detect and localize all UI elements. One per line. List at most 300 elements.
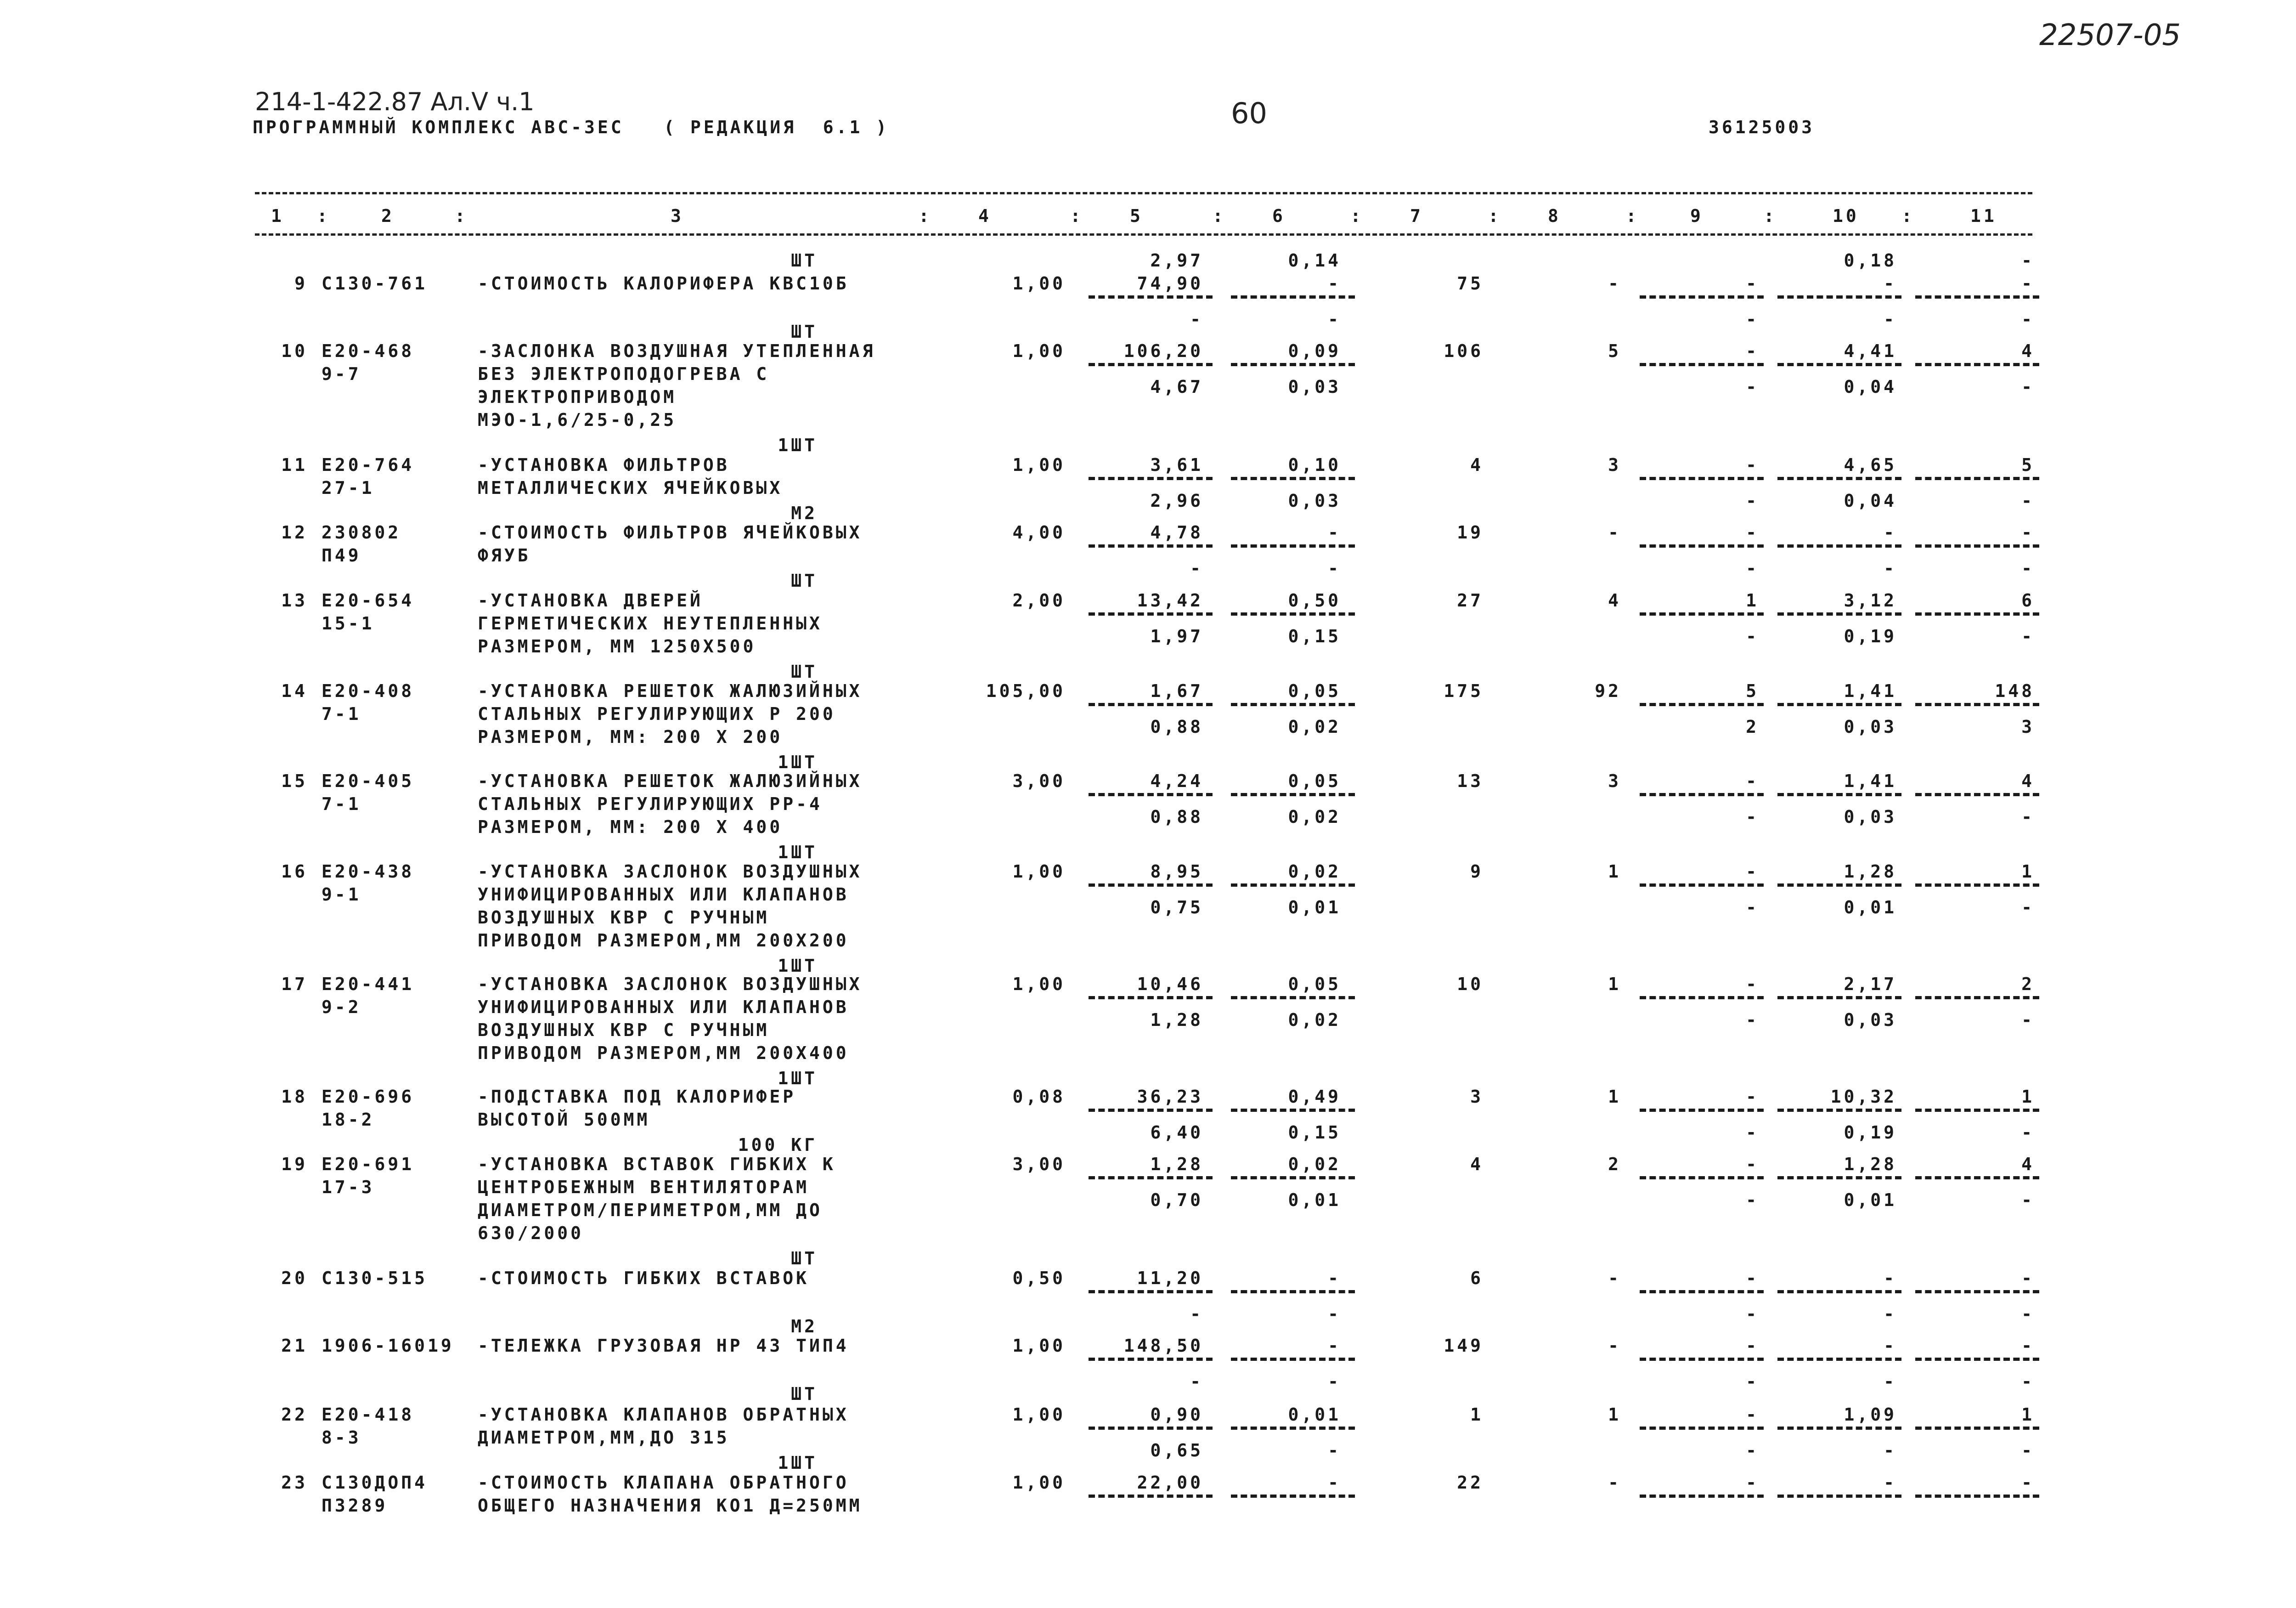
item-description: РАЗМЕРОМ, ММ 1250Х500 bbox=[478, 636, 756, 657]
row-number: 20 bbox=[281, 1268, 308, 1288]
cell-c5b: 6,40 bbox=[1150, 1122, 1203, 1143]
cell-c6b: - bbox=[1328, 309, 1341, 329]
cell-c11b: - bbox=[2021, 1189, 2035, 1210]
row-number: 13 bbox=[281, 590, 308, 611]
cell-divider bbox=[1777, 1176, 1901, 1179]
cell-c9b: - bbox=[1746, 558, 1759, 578]
cell-c5: 11,20 bbox=[1137, 1268, 1203, 1288]
item-description: -УСТАНОВКА ДВЕРЕЙ bbox=[478, 590, 703, 611]
row-number: 21 bbox=[281, 1336, 308, 1356]
cell-c6b: 0,01 bbox=[1288, 1189, 1341, 1210]
column-separator: : bbox=[1213, 206, 1226, 226]
cell-c7: 4 bbox=[1470, 455, 1484, 475]
cell-c9: - bbox=[1746, 974, 1759, 994]
unit-label: ШТ bbox=[791, 1384, 818, 1404]
cell-c8: 1 bbox=[1608, 861, 1621, 882]
column-separator: : bbox=[1901, 206, 1915, 226]
item-description: -УСТАНОВКА ФИЛЬТРОВ bbox=[478, 455, 730, 475]
cell-c10b: - bbox=[1884, 1371, 1897, 1392]
cell-c11b: - bbox=[2021, 806, 2035, 827]
cell-c10: 2,17 bbox=[1844, 974, 1897, 994]
cell-divider bbox=[1231, 703, 1355, 706]
code-number: 36125003 bbox=[1709, 117, 1815, 137]
cell-c6b: 0,02 bbox=[1288, 1009, 1341, 1030]
cell-c11b: - bbox=[2021, 1303, 2035, 1324]
cell-c5b: 2,96 bbox=[1150, 490, 1203, 511]
cell-c6: 0,05 bbox=[1288, 974, 1341, 994]
cell-c6: - bbox=[1328, 1336, 1341, 1356]
cell-c5b: - bbox=[1190, 1371, 1203, 1392]
cell-value: 0,14 bbox=[1288, 250, 1341, 271]
cell-c11: 148 bbox=[1995, 681, 2035, 701]
unit-label: 1ШТ bbox=[778, 1453, 818, 1473]
cell-divider bbox=[1231, 1176, 1355, 1179]
column-separator: : bbox=[1070, 206, 1083, 226]
item-code: Е20-438 bbox=[322, 861, 415, 882]
cell-c5: 3,61 bbox=[1150, 455, 1203, 475]
cell-c10b: 0,04 bbox=[1844, 376, 1897, 397]
cell-divider bbox=[1915, 1109, 2039, 1112]
unit-label: 1ШТ bbox=[778, 435, 818, 455]
cell-c5: 106,20 bbox=[1123, 341, 1203, 361]
cell-divider bbox=[1231, 544, 1355, 548]
item-description: СТАЛЬНЫХ РЕГУЛИРУЮЩИХ Р 200 bbox=[478, 704, 836, 724]
item-description: УНИФИЦИРОВАННЫХ ИЛИ КЛАПАНОВ bbox=[478, 884, 849, 905]
cell-c5: 0,90 bbox=[1150, 1404, 1203, 1425]
cell-c9b: - bbox=[1746, 1122, 1759, 1143]
row-number: 23 bbox=[281, 1472, 308, 1493]
cell-divider bbox=[1640, 883, 1764, 887]
cell-c8: 4 bbox=[1608, 590, 1621, 611]
column-separator: : bbox=[317, 206, 330, 226]
page-number: 60 bbox=[1231, 96, 1267, 130]
cell-c10: 1,28 bbox=[1844, 1154, 1897, 1174]
item-description: ВОЗДУШНЫХ КВР С РУЧНЫМ bbox=[478, 907, 770, 928]
cell-divider bbox=[1915, 477, 2039, 480]
cell-c8: - bbox=[1608, 1336, 1621, 1356]
item-code: Е20-441 bbox=[322, 974, 415, 994]
cell-c11: 1 bbox=[2021, 1087, 2035, 1107]
item-code: 8-3 bbox=[322, 1427, 361, 1448]
cell-c9b: - bbox=[1746, 1440, 1759, 1461]
column-separator: : bbox=[1488, 206, 1501, 226]
item-code: Е20-468 bbox=[322, 341, 415, 361]
cell-c11b: - bbox=[2021, 897, 2035, 917]
item-description: -ТЕЛЕЖКА ГРУЗОВАЯ НР 43 ТИП4 bbox=[478, 1336, 849, 1356]
cell-c5b: 0,88 bbox=[1150, 716, 1203, 737]
column-separator: : bbox=[1764, 206, 1777, 226]
cell-c10b: 0,03 bbox=[1844, 806, 1897, 827]
cell-divider bbox=[1089, 883, 1213, 887]
item-code: Е20-696 bbox=[322, 1087, 415, 1107]
handwritten-note: 22507-05 bbox=[2039, 18, 2181, 52]
cell-c7: 4 bbox=[1470, 1154, 1484, 1174]
cell-c9: - bbox=[1746, 1268, 1759, 1288]
item-description: МЕТАЛЛИЧЕСКИХ ЯЧЕЙКОВЫХ bbox=[478, 478, 783, 498]
cell-c9: - bbox=[1746, 273, 1759, 294]
cell-qty: 1,00 bbox=[1012, 974, 1066, 994]
cell-c6: 0,05 bbox=[1288, 681, 1341, 701]
cell-divider bbox=[1089, 477, 1213, 480]
column-header-1: 1 bbox=[271, 206, 284, 226]
column-header-5: 5 bbox=[1130, 206, 1143, 226]
item-code: 18-2 bbox=[322, 1110, 375, 1130]
column-separator: : bbox=[919, 206, 932, 226]
cell-c6: 0,09 bbox=[1288, 341, 1341, 361]
unit-label: ШТ bbox=[791, 322, 818, 342]
cell-c9: - bbox=[1746, 1404, 1759, 1425]
item-description: ГЕРМЕТИЧЕСКИХ НЕУТЕПЛЕННЫХ bbox=[478, 613, 823, 634]
unit-label: ШТ bbox=[791, 662, 818, 682]
cell-qty: 1,00 bbox=[1012, 455, 1066, 475]
row-number: 11 bbox=[281, 455, 308, 475]
cell-c11b: - bbox=[2021, 1440, 2035, 1461]
item-description: РАЗМЕРОМ, ММ: 200 Х 400 bbox=[478, 817, 783, 837]
cell-divider bbox=[1640, 612, 1764, 616]
item-code: П3289 bbox=[322, 1495, 388, 1516]
cell-c8: 3 bbox=[1608, 455, 1621, 475]
cell-c6: 0,50 bbox=[1288, 590, 1341, 611]
item-code: 9-1 bbox=[322, 884, 361, 905]
cell-divider bbox=[1231, 1290, 1355, 1293]
cell-c8: 1 bbox=[1608, 974, 1621, 994]
cell-c8: 1 bbox=[1608, 1087, 1621, 1107]
item-description: УНИФИЦИРОВАННЫХ ИЛИ КЛАПАНОВ bbox=[478, 997, 849, 1017]
cell-qty: 1,00 bbox=[1012, 1404, 1066, 1425]
cell-divider bbox=[1640, 544, 1764, 548]
cell-c7: 13 bbox=[1457, 771, 1484, 791]
row-number: 16 bbox=[281, 861, 308, 882]
cell-qty: 0,50 bbox=[1012, 1268, 1066, 1288]
item-description: ФЯУБ bbox=[478, 545, 531, 566]
document-code: 214-1-422.87 Ал.V ч.1 bbox=[255, 87, 535, 116]
cell-c9: 1 bbox=[1746, 590, 1759, 611]
cell-c11: - bbox=[2021, 1336, 2035, 1356]
cell-c5: 148,50 bbox=[1123, 1336, 1203, 1356]
cell-divider bbox=[1089, 1290, 1213, 1293]
cell-c10b: - bbox=[1884, 1303, 1897, 1324]
cell-divider bbox=[1640, 793, 1764, 796]
cell-c9b: - bbox=[1746, 1303, 1759, 1324]
cell-divider bbox=[1231, 1358, 1355, 1361]
cell-c6: - bbox=[1328, 522, 1341, 543]
cell-c11b: - bbox=[2021, 490, 2035, 511]
cell-c10: 1,41 bbox=[1844, 771, 1897, 791]
cell-qty: 1,00 bbox=[1012, 861, 1066, 882]
item-description: -УСТАНОВКА ВСТАВОК ГИБКИХ К bbox=[478, 1154, 836, 1174]
cell-c6: 0,05 bbox=[1288, 771, 1341, 791]
cell-c7: 149 bbox=[1444, 1336, 1484, 1356]
cell-c8: 3 bbox=[1608, 771, 1621, 791]
cell-c6: - bbox=[1328, 1472, 1341, 1493]
cell-c9b: - bbox=[1746, 626, 1759, 646]
cell-c5: 22,00 bbox=[1137, 1472, 1203, 1493]
cell-c5b: 0,88 bbox=[1150, 806, 1203, 827]
unit-label: 1ШТ bbox=[778, 842, 818, 862]
cell-c6b: 0,03 bbox=[1288, 376, 1341, 397]
cell-c5: 13,42 bbox=[1137, 590, 1203, 611]
item-description: -СТОИМОСТЬ ГИБКИХ ВСТАВОК bbox=[478, 1268, 809, 1288]
row-number: 14 bbox=[281, 681, 308, 701]
program-line: ПРОГРАММНЫЙ КОМПЛЕКС АВС-ЗЕС ( РЕДАКЦИЯ 6.1 ) bbox=[253, 117, 890, 137]
cell-c7: 75 bbox=[1457, 273, 1484, 294]
cell-c9b: 2 bbox=[1746, 716, 1759, 737]
cell-c10b: 0,19 bbox=[1844, 626, 1897, 646]
item-description: -СТОИМОСТЬ КЛАПАНА ОБРАТНОГО bbox=[478, 1472, 849, 1493]
cell-c5b: 1,28 bbox=[1150, 1009, 1203, 1030]
unit-label: ШТ bbox=[791, 571, 818, 591]
cell-c10b: - bbox=[1884, 309, 1897, 329]
cell-c8: - bbox=[1608, 273, 1621, 294]
cell-divider bbox=[1640, 295, 1764, 299]
cell-c10: 10,32 bbox=[1830, 1087, 1897, 1107]
item-code: 17-3 bbox=[322, 1177, 375, 1197]
cell-divider bbox=[1777, 363, 1901, 366]
cell-divider bbox=[1915, 883, 2039, 887]
cell-divider bbox=[1089, 363, 1213, 366]
column-header-7: 7 bbox=[1410, 206, 1423, 226]
cell-divider bbox=[1089, 703, 1213, 706]
cell-c8: - bbox=[1608, 1472, 1621, 1493]
cell-divider bbox=[1777, 1427, 1901, 1430]
cell-c9: - bbox=[1746, 1087, 1759, 1107]
unit-label: 1ШТ bbox=[778, 956, 818, 976]
cell-divider bbox=[1089, 996, 1213, 999]
cell-c10: 4,65 bbox=[1844, 455, 1897, 475]
column-header-6: 6 bbox=[1272, 206, 1286, 226]
item-code: 27-1 bbox=[322, 478, 375, 498]
cell-c9: - bbox=[1746, 341, 1759, 361]
cell-c6b: - bbox=[1328, 1303, 1341, 1324]
cell-c9b: - bbox=[1746, 897, 1759, 917]
cell-divider bbox=[1777, 1495, 1901, 1498]
cell-c11: 4 bbox=[2021, 1154, 2035, 1174]
item-description: -УСТАНОВКА КЛАПАНОВ ОБРАТНЫХ bbox=[478, 1404, 849, 1425]
cell-c10: - bbox=[1884, 1472, 1897, 1493]
cell-c11: 2 bbox=[2021, 974, 2035, 994]
cell-c11: 1 bbox=[2021, 1404, 2035, 1425]
cell-divider bbox=[1089, 1427, 1213, 1430]
cell-c7: 9 bbox=[1470, 861, 1484, 882]
item-description: ЭЛЕКТРОПРИВОДОМ bbox=[478, 387, 677, 407]
unit-label: ШТ bbox=[791, 1248, 818, 1268]
cell-c10: 1,09 bbox=[1844, 1404, 1897, 1425]
cell-c10: - bbox=[1884, 273, 1897, 294]
item-description: -ЗАСЛОНКА ВОЗДУШНАЯ УТЕПЛЕННАЯ bbox=[478, 341, 876, 361]
cell-c6b: 0,03 bbox=[1288, 490, 1341, 511]
cell-c7: 22 bbox=[1457, 1472, 1484, 1493]
cell-c6b: - bbox=[1328, 1440, 1341, 1461]
item-code: Е20-405 bbox=[322, 771, 415, 791]
cell-c7: 175 bbox=[1444, 681, 1484, 701]
cell-c7: 27 bbox=[1457, 590, 1484, 611]
cell-divider bbox=[1915, 1427, 2039, 1430]
cell-c6: 0,01 bbox=[1288, 1404, 1341, 1425]
cell-divider bbox=[1777, 544, 1901, 548]
cell-c7: 1 bbox=[1470, 1404, 1484, 1425]
cell-c7: 19 bbox=[1457, 522, 1484, 543]
cell-divider bbox=[1915, 612, 2039, 616]
cell-c10b: 0,01 bbox=[1844, 897, 1897, 917]
cell-divider bbox=[1089, 544, 1213, 548]
cell-divider bbox=[1915, 1495, 2039, 1498]
item-description: ОБЩЕГО НАЗНАЧЕНИЯ КО1 Д=250ММ bbox=[478, 1495, 863, 1516]
cell-divider bbox=[1640, 1109, 1764, 1112]
cell-divider bbox=[1777, 1109, 1901, 1112]
unit-label: М2 bbox=[791, 1316, 818, 1336]
cell-c6b: 0,15 bbox=[1288, 1122, 1341, 1143]
item-description: ЦЕНТРОБЕЖНЫМ ВЕНТИЛЯТОРАМ bbox=[478, 1177, 809, 1197]
cell-c8: 5 bbox=[1608, 341, 1621, 361]
cell-divider bbox=[1640, 477, 1764, 480]
cell-divider bbox=[1915, 295, 2039, 299]
column-header-10: 10 bbox=[1833, 206, 1859, 226]
item-code: 9-7 bbox=[322, 364, 361, 384]
cell-divider bbox=[1231, 1427, 1355, 1430]
cell-c8: - bbox=[1608, 1268, 1621, 1288]
cell-divider bbox=[1231, 1495, 1355, 1498]
cell-divider bbox=[1915, 793, 2039, 796]
item-description: -СТОИМОСТЬ КАЛОРИФЕРА КВС10Б bbox=[478, 273, 849, 294]
cell-divider bbox=[1089, 1109, 1213, 1112]
cell-divider bbox=[1089, 1176, 1213, 1179]
cell-c11b: - bbox=[2021, 558, 2035, 578]
cell-divider bbox=[1231, 996, 1355, 999]
header-top-rule bbox=[255, 192, 2032, 194]
item-description: -ПОДСТАВКА ПОД КАЛОРИФЕР bbox=[478, 1087, 796, 1107]
cell-divider bbox=[1777, 996, 1901, 999]
cell-c11b: - bbox=[2021, 309, 2035, 329]
cell-c10b: - bbox=[1884, 1440, 1897, 1461]
cell-c6b: 0,02 bbox=[1288, 716, 1341, 737]
cell-c6b: 0,01 bbox=[1288, 897, 1341, 917]
cell-divider bbox=[1089, 295, 1213, 299]
cell-c10: 1,41 bbox=[1844, 681, 1897, 701]
cell-c5: 36,23 bbox=[1137, 1087, 1203, 1107]
cell-c10b: 0,04 bbox=[1844, 490, 1897, 511]
item-description: РАЗМЕРОМ, ММ: 200 Х 200 bbox=[478, 727, 783, 747]
cell-c6: 0,49 bbox=[1288, 1087, 1341, 1107]
cell-c6b: - bbox=[1328, 1371, 1341, 1392]
cell-c11: - bbox=[2021, 273, 2035, 294]
cell-c6b: - bbox=[1328, 558, 1341, 578]
cell-c10b: 0,19 bbox=[1844, 1122, 1897, 1143]
unit-label: 1ШТ bbox=[778, 1068, 818, 1088]
cell-divider bbox=[1777, 883, 1901, 887]
cell-c11b: - bbox=[2021, 1122, 2035, 1143]
header-bottom-rule bbox=[255, 233, 2032, 236]
cell-c5: 74,90 bbox=[1137, 273, 1203, 294]
cell-c10b: 0,01 bbox=[1844, 1189, 1897, 1210]
cell-c5b: 1,97 bbox=[1150, 626, 1203, 646]
cell-c6: 0,10 bbox=[1288, 455, 1341, 475]
column-separator: : bbox=[1350, 206, 1364, 226]
item-code: 230802 bbox=[322, 522, 401, 543]
cell-c5: 1,28 bbox=[1150, 1154, 1203, 1174]
cell-c6: 0,02 bbox=[1288, 861, 1341, 882]
cell-c11: 4 bbox=[2021, 771, 2035, 791]
cell-divider bbox=[1915, 1176, 2039, 1179]
cell-c7: 3 bbox=[1470, 1087, 1484, 1107]
cell-divider bbox=[1089, 1358, 1213, 1361]
item-description: ДИАМЕТРОМ/ПЕРИМЕТРОМ,ММ ДО bbox=[478, 1200, 823, 1220]
item-code: С130-761 bbox=[322, 273, 428, 294]
cell-c9b: - bbox=[1746, 806, 1759, 827]
item-description: ВОЗДУШНЫХ КВР С РУЧНЫМ bbox=[478, 1020, 770, 1040]
cell-c5b: - bbox=[1190, 309, 1203, 329]
cell-c9b: - bbox=[1746, 309, 1759, 329]
cell-c5: 1,67 bbox=[1150, 681, 1203, 701]
cell-c11: - bbox=[2021, 522, 2035, 543]
cell-c7: 10 bbox=[1457, 974, 1484, 994]
cell-divider bbox=[1777, 477, 1901, 480]
cell-divider bbox=[1231, 477, 1355, 480]
cell-divider bbox=[1640, 703, 1764, 706]
cell-c11b: - bbox=[2021, 1009, 2035, 1030]
cell-c9b: - bbox=[1746, 1189, 1759, 1210]
cell-c10: 4,41 bbox=[1844, 341, 1897, 361]
unit-label: 100 КГ bbox=[738, 1135, 818, 1155]
item-description: СТАЛЬНЫХ РЕГУЛИРУЮЩИХ РР-4 bbox=[478, 794, 823, 814]
cell-c5b: - bbox=[1190, 1303, 1203, 1324]
cell-divider bbox=[1777, 1358, 1901, 1361]
cell-divider bbox=[1231, 883, 1355, 887]
cell-qty: 3,00 bbox=[1012, 771, 1066, 791]
cell-c9: - bbox=[1746, 771, 1759, 791]
cell-c6: - bbox=[1328, 1268, 1341, 1288]
cell-c6: 0,02 bbox=[1288, 1154, 1341, 1174]
cell-divider bbox=[1915, 363, 2039, 366]
cell-c9: - bbox=[1746, 455, 1759, 475]
column-header-2: 2 bbox=[381, 206, 395, 226]
cell-qty: 105,00 bbox=[986, 681, 1066, 701]
cell-divider bbox=[1089, 1495, 1213, 1498]
cell-divider bbox=[1915, 996, 2039, 999]
cell-c10: - bbox=[1884, 1268, 1897, 1288]
cell-c6: - bbox=[1328, 273, 1341, 294]
cell-divider bbox=[1915, 1358, 2039, 1361]
item-code: П49 bbox=[322, 545, 361, 566]
item-description: -УСТАНОВКА ЗАСЛОНОК ВОЗДУШНЫХ bbox=[478, 861, 863, 882]
cell-divider bbox=[1231, 295, 1355, 299]
column-header-11: 11 bbox=[1970, 206, 1997, 226]
cell-c5b: 0,65 bbox=[1150, 1440, 1203, 1461]
column-header-9: 9 bbox=[1690, 206, 1704, 226]
cell-c5: 4,24 bbox=[1150, 771, 1203, 791]
item-code: Е20-691 bbox=[322, 1154, 415, 1174]
cell-c9b: - bbox=[1746, 490, 1759, 511]
item-description: БЕЗ ЭЛЕКТРОПОДОГРЕВА С bbox=[478, 364, 770, 384]
cell-value: 0,18 bbox=[1844, 250, 1897, 271]
cell-qty: 1,00 bbox=[1012, 1472, 1066, 1493]
cell-divider bbox=[1640, 996, 1764, 999]
cell-c5: 10,46 bbox=[1137, 974, 1203, 994]
cell-c10b: 0,03 bbox=[1844, 1009, 1897, 1030]
item-code: С130-515 bbox=[322, 1268, 428, 1288]
cell-divider bbox=[1915, 703, 2039, 706]
row-number: 10 bbox=[281, 341, 308, 361]
row-number: 9 bbox=[294, 273, 308, 294]
cell-c10: 1,28 bbox=[1844, 861, 1897, 882]
column-separator: : bbox=[455, 206, 468, 226]
item-description: -УСТАНОВКА РЕШЕТОК ЖАЛЮЗИЙНЫХ bbox=[478, 771, 863, 791]
cell-c5b: 0,75 bbox=[1150, 897, 1203, 917]
cell-value: 2,97 bbox=[1150, 250, 1203, 271]
cell-qty: 4,00 bbox=[1012, 522, 1066, 543]
cell-c9: 5 bbox=[1746, 681, 1759, 701]
cell-c5: 4,78 bbox=[1150, 522, 1203, 543]
cell-qty: 1,00 bbox=[1012, 341, 1066, 361]
